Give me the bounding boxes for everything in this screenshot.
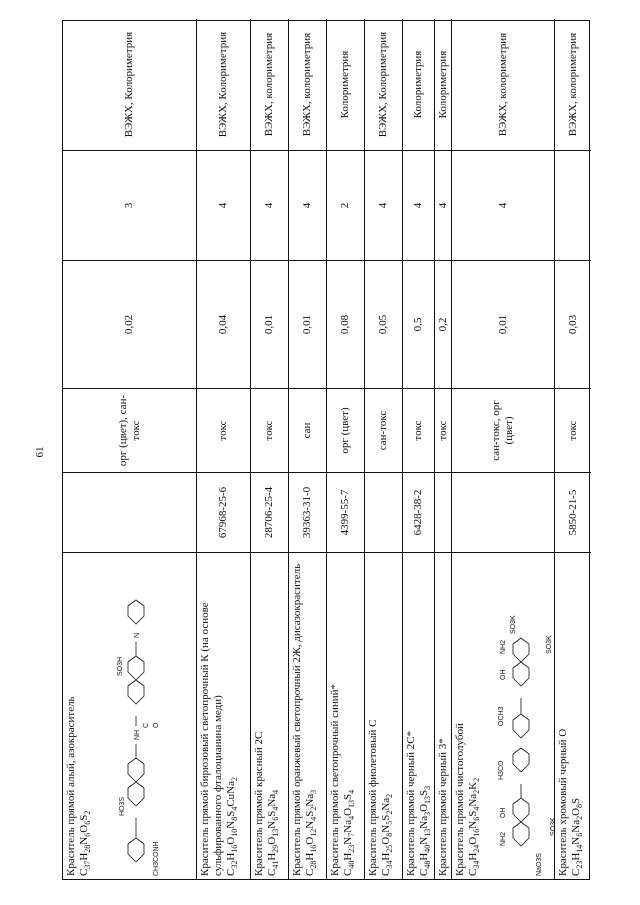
cell-limit-value — [327, 261, 364, 389]
substance-formula: $C_{41}H_{29}O_{13}N_6S_4Na_4$ — [266, 789, 281, 876]
hazard-indicator: токс — [436, 420, 449, 441]
cell-substance — [403, 553, 434, 879]
cell-hazard-indicator — [452, 389, 554, 473]
cell-analysis-method — [435, 19, 451, 151]
cell-cas-number — [63, 473, 196, 553]
analysis-method: ВЭЖХ, колориметрия — [263, 32, 275, 137]
substance-name: Краситель прямой черный 2С* — [405, 730, 417, 876]
cell-cas-number — [555, 473, 591, 553]
cell-hazard-class — [365, 151, 402, 261]
substance-name: Краситель прямой светопрочный синий* — [329, 683, 341, 876]
cell-hazard-class — [197, 151, 250, 261]
struct-label-ch3conh: CH3CONH — [153, 841, 161, 876]
cell-hazard-class — [555, 151, 591, 261]
limit-value: 0,01 — [301, 314, 313, 335]
cell-limit-value — [403, 261, 434, 389]
substance-formula: $C_{37}H_{28}N_6O_6S_2$ — [78, 810, 93, 876]
cell-hazard-class — [251, 151, 288, 261]
cell-analysis-method — [289, 19, 326, 151]
hazard-class: 4 — [301, 202, 313, 209]
hazard-class: 3 — [123, 202, 135, 209]
cell-hazard-indicator — [289, 389, 326, 473]
cell-hazard-indicator — [555, 389, 591, 473]
table-row — [452, 19, 558, 879]
substance-formula: $C_{34}H_{24}O_{16}N_6S_4Na_2K_2$ — [467, 777, 482, 876]
table-row — [197, 19, 251, 879]
cas-number: 28706-25-4 — [263, 486, 275, 539]
cell-cas-number — [289, 473, 326, 553]
substance-name: Краситель прямой фиолетовый С — [367, 719, 379, 876]
table-row — [555, 19, 591, 879]
cell-limit-value — [197, 261, 250, 389]
analysis-method: Колориметрия — [412, 50, 424, 119]
table-row — [365, 19, 403, 879]
cell-substance — [197, 553, 250, 879]
struct-label-o: O — [153, 722, 161, 728]
substance-formula: $C_{28}H_{16}O_{12}N_4S_2Na_3$ — [304, 789, 319, 876]
hazard-class: 4 — [377, 202, 389, 209]
hazard-indicator: токс — [217, 420, 229, 441]
table-row — [63, 19, 197, 879]
struct-label-so3k-3: SO3K — [546, 635, 554, 654]
substance-name: Краситель прямой алый, азокраситель — [65, 696, 77, 876]
hazard-indicator: токс — [566, 420, 579, 441]
cell-substance — [435, 553, 451, 879]
structure-chistogoluboi — [485, 558, 557, 876]
table-row — [403, 19, 435, 879]
limit-value: 0,02 — [123, 314, 135, 335]
cell-limit-value — [452, 261, 554, 389]
cell-hazard-class — [435, 151, 451, 261]
cell-hazard-indicator — [63, 389, 196, 473]
cell-analysis-method — [555, 19, 591, 151]
hazard-indicator: токс — [263, 420, 275, 441]
cell-hazard-indicator — [365, 389, 402, 473]
cell-limit-value — [63, 261, 196, 389]
cell-analysis-method — [327, 19, 364, 151]
analysis-method: ВЭЖХ, колориметрия — [566, 32, 579, 137]
analysis-method: ВЭЖХ, Колориметрия — [217, 31, 229, 138]
struct-label-och3: OCH3 — [498, 706, 506, 726]
cell-limit-value — [251, 261, 288, 389]
rotated-table-wrapper — [62, 20, 590, 880]
cell-analysis-method — [63, 19, 196, 151]
substance-formula: $C_{48}H_{40}N_{13}Na_3O_{13}S_3$ — [418, 785, 433, 876]
substance-formula: $C_{40}H_{23}N_7Na_4O_{13}S_4$ — [342, 789, 357, 876]
struct-label-ho3s: HO3S — [119, 796, 127, 816]
cell-hazard-indicator — [435, 389, 451, 473]
limit-value: 0,01 — [496, 314, 509, 335]
hazard-indicator: токс — [412, 420, 424, 441]
cas-number: 4399-55-7 — [339, 489, 351, 536]
cell-analysis-method — [365, 19, 402, 151]
table-row — [435, 19, 452, 879]
cell-substance — [63, 553, 196, 879]
struct-label-so3k-1: SO3K — [550, 817, 558, 836]
struct-label-nao3s: NaO3S — [536, 853, 544, 876]
limit-value: 0,5 — [412, 317, 424, 332]
table-row — [327, 19, 365, 879]
cell-hazard-class — [452, 151, 554, 261]
substance-table — [62, 20, 590, 880]
analysis-method: ВЭЖХ, колориметрия — [496, 32, 509, 137]
cell-hazard-class — [289, 151, 326, 261]
cell-hazard-class — [327, 151, 364, 261]
hazard-class: 4 — [436, 202, 449, 209]
limit-value: 0,2 — [436, 317, 449, 332]
cell-limit-value — [365, 261, 402, 389]
cell-limit-value — [289, 261, 326, 389]
cell-cas-number — [365, 473, 402, 553]
struct-label-h3co: H3CO — [498, 760, 506, 780]
cas-number: 6428-38-2 — [412, 489, 424, 536]
struct-label-so3h: SO3H — [117, 656, 125, 676]
cas-number: 67968-25-6 — [217, 486, 229, 539]
analysis-method: Колориметрия — [436, 50, 449, 119]
analysis-method: ВЭЖХ, колориметрия — [301, 32, 313, 137]
cell-cas-number — [403, 473, 434, 553]
substance-name: Краситель прямой бирюзовый светопрочный К (на основе сульфированного фталоцианина меди) — [199, 602, 224, 876]
cell-analysis-method — [251, 19, 288, 151]
cell-cas-number — [197, 473, 250, 553]
cell-hazard-indicator — [251, 389, 288, 473]
table-row — [289, 19, 327, 879]
table-row — [251, 19, 289, 879]
hazard-class: 4 — [412, 202, 424, 209]
cell-cas-number — [452, 473, 554, 553]
hazard-class: 4 — [496, 202, 509, 209]
hazard-indicator: орг (цвет), сан-токс — [116, 394, 142, 467]
hazard-class: 4 — [263, 202, 275, 209]
substance-name: Краситель прямой чистоголубой — [454, 723, 466, 876]
cell-analysis-method — [452, 19, 554, 151]
limit-value: 0,08 — [339, 314, 351, 335]
struct-label-n: N — [134, 632, 142, 638]
cell-substance — [327, 553, 364, 879]
limit-value: 0,04 — [217, 314, 229, 335]
struct-label-nh2-2: NH2 — [500, 639, 508, 654]
limit-value: 0,01 — [263, 314, 275, 335]
cell-substance — [251, 553, 288, 879]
struct-label-oh-2: OH — [500, 669, 508, 680]
cell-limit-value — [555, 261, 591, 389]
substance-formula: $C_{23}H_{14}N_6Na_2O_8S$ — [570, 797, 585, 876]
cell-substance — [289, 553, 326, 879]
hazard-indicator: сан-токс — [377, 410, 389, 451]
hazard-class: 4 — [217, 202, 229, 209]
cell-analysis-method — [403, 19, 434, 151]
cell-cas-number — [435, 473, 451, 553]
cell-substance — [365, 553, 402, 879]
cell-cas-number — [327, 473, 364, 553]
hazard-indicator: сан-токс, орг (цвет) — [490, 400, 515, 461]
hazard-indicator: орг (цвет) — [339, 407, 351, 454]
substance-name: Краситель прямой красный 2С — [253, 731, 265, 876]
cell-hazard-class — [403, 151, 434, 261]
hazard-class: 2 — [339, 202, 351, 209]
struct-label-oh-1: OH — [500, 807, 508, 818]
cell-cas-number — [251, 473, 288, 553]
cell-hazard-indicator — [403, 389, 434, 473]
substance-formula: $C_{32}H_{16}O_{10}N_8S_4CuNa_2$ — [225, 777, 240, 876]
substance-name: Краситель хромовый черный О — [557, 728, 569, 876]
limit-value: 0,03 — [566, 314, 579, 335]
cas-number: 39363-31-0 — [301, 486, 313, 539]
substance-formula: $C_{34}H_{25}O_8N_5S_2Na_2$ — [380, 793, 395, 876]
cell-hazard-class — [63, 151, 196, 261]
cell-hazard-indicator — [327, 389, 364, 473]
cell-substance — [555, 553, 591, 879]
structure-alyi — [96, 558, 174, 876]
cell-substance — [452, 553, 558, 879]
limit-value: 0,05 — [377, 314, 389, 335]
struct-label-c: C — [143, 722, 151, 728]
struct-label-nh2-1: NH2 — [500, 831, 508, 846]
analysis-method: ВЭЖХ, Колориметрия — [377, 31, 389, 138]
struct-label-so3k-2: SO3K — [510, 615, 518, 634]
substance-name: Краситель прямой оранжевый светопрочный 2Ж, дисазокраситель — [291, 563, 303, 876]
analysis-method: Колориметрия — [339, 50, 351, 119]
page-number: 61 — [34, 446, 46, 458]
analysis-method: ВЭЖХ, Колориметрия — [123, 31, 135, 138]
substance-name: Краситель прямой черный 3* — [437, 738, 449, 876]
hazard-indicator: сан — [301, 422, 313, 439]
cell-analysis-method — [197, 19, 250, 151]
struct-label-nh: NH — [134, 729, 142, 740]
cell-limit-value — [435, 261, 451, 389]
cell-hazard-indicator — [197, 389, 250, 473]
cas-number: 5850-21-5 — [566, 489, 579, 536]
